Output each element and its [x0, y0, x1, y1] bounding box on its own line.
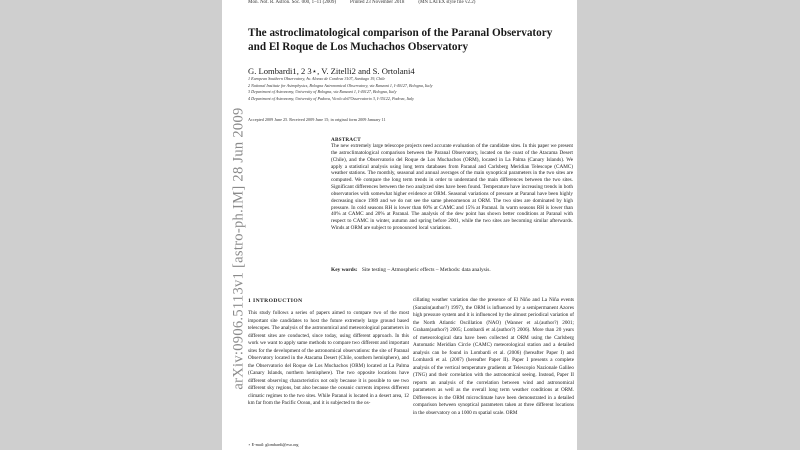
footnote-email: ⋆ E-mail: glombardi@eso.org [248, 442, 299, 447]
viewer-background-left [0, 0, 222, 450]
section-heading: 1 INTRODUCTION [248, 298, 303, 304]
running-header [248, 0, 576, 5]
body-column-right: cillating weather variation due the presence of El Niño and La Niña events (Sarazin(author?) 1997), the ORM is influenced by a semipermanent Azores high pressure system and it is influenced by the almost periodical variation of the North Atlantic Oscillation (NAO) (Wanner et al.(author?) 2001; Graham(author?) 2005; Lombardi et al.(author?) 2006). More than 20 years of meteorological data have been collected at ORM using the Carlsberg Automatic Meridian Circle (CAMC) meteorological station and a detailed analysis can be found in Lombardi et al. (2006) (hereafter Paper I) and Lombardi et al. (2007) (hereafter Paper II). Paper I presents a complete analysis of the vertical temperature gradients at Telescopio Nazionale Galileo (TNG) and their correlation with the astronomical seeing. Instead, Paper II reports an analysis of the correlation between wind and astronomical parameters as well as the overall long term weather conditions at ORM. Differences in the ORM microclimate have been demonstrated in a detailed comparison between synoptical parameters taken at three different locations in the observatory on a 1000 m spatial scale. ORM [413, 297, 574, 416]
keywords-label: Key words: [331, 267, 358, 273]
style-file: (MN LATEX style file v2.2) [418, 0, 476, 5]
affiliation-2: 2 National Institute for Astrophysics, Bologna Astronomical Observatory, via Ranzani 1, I-40127, Bologna, Italy [248, 82, 433, 88]
journal-ref: Mon. Not. R. Astron. Soc. 000, 1–11 (2009) [248, 0, 337, 5]
keywords-text: Site testing – Atmospheric effects – Methods: data analysis. [361, 267, 491, 273]
arxiv-id: arXiv:0906.5113v1 [astro-ph.IM] 28 Jun 2009 [230, 107, 247, 390]
printed-date: Printed 23 November 2018 [350, 0, 405, 5]
affiliation-1: 1 European Southern Observatory, Av. Alonso de Cordova 3107, Santiago 19, Chile [248, 76, 386, 81]
author-list: G. Lombardi1, 2 3⋆, V. Zitelli2 and S. Ortolani4 [248, 66, 415, 76]
abstract-heading: ABSTRACT [331, 137, 361, 143]
body-column-left: This study follows a series of papers aimed to compare two of the most important site candidates to host the future extremely large ground based telescopes. The analysis of the astronomical and meteorological parameters in different sites are conducted, since today, using different approach. In this work we want to apply same methods to compare two different and important sites for the development of the astronomical observations: the site of Paranal Observatory located in the Atacama Desert (Chile, southern hemisphere), and the Observatorio del Roque de Los Muchachos (ORM) located at La Palma (Canary Islands, northern hemisphere). The two opposite locations have different observing characteristics not only because it is possible to see two different sky regions, but also because the oceanic currents impress different climatic regimes to the two sites. While Paranal is located in a desert area, 12 km far from the Pacific Ocean, and it is subjected to the os- [248, 310, 409, 406]
abstract-text: The new extremely large telescope projects need accurate evaluation of the candidate sites. In this paper we present the astroclimatological comparison between the Paranal Observatory, located on the coast of the Atacama Desert (Chile), and the Observatorio del Roque de Los Muchachos (ORM), located in La Palma (Canary Islands). We apply a statistical analysis using long term databases from Paranal and Carlsberg Meridian Telescope (CAMC) weather stations. The monthly, seasonal and annual averages of the main synoptical parameters in the two sites are computed. We compare the long term trends in order to understand the main differences between the two sites. Significant differences between the two analyzed sites have been found. Temperature have increasing trends in both observatories with somewhat higher evidence at ORM. Seasonal variations of pressure at Paranal have been highly decreasing since 1989 and we do not see the same phenomenon at ORM. The two sites are dominated by high pressure. In cold seasons RH is lower than 60% at CAMC and 15% at Paranal. In warm seasons RH is lower than 40% at CAMC and 20% at Paranal. The analysis of the dew point has shown better conditions at Paranal with respect to CAMC in winter, autumn and spring before 2001, while the two sites are becoming similar afterwards. Winds at ORM are subject to pronounced local variations. [331, 143, 573, 232]
paper-title: The astroclimatological comparison of the Paranal Observatory and El Roque de Los Muchachos Observatory [248, 27, 553, 53]
affiliations [248, 76, 573, 102]
viewer-background-right [577, 0, 800, 450]
affiliation-4: 4 Department of Astronomy, University of Padova, Vicolo dell'Osservatorio 3, I-35122, Padova, Italy [248, 95, 415, 101]
affiliation-3: 3 Department of Astronomy, University of Bologna, via Ranzani 1, I-40127, Bologna, Italy [248, 89, 397, 95]
submission-dates: Accepted 2009 June 25. Received 2009 June 15; in original form 2009 January 11 [248, 117, 386, 122]
keywords [331, 267, 573, 273]
